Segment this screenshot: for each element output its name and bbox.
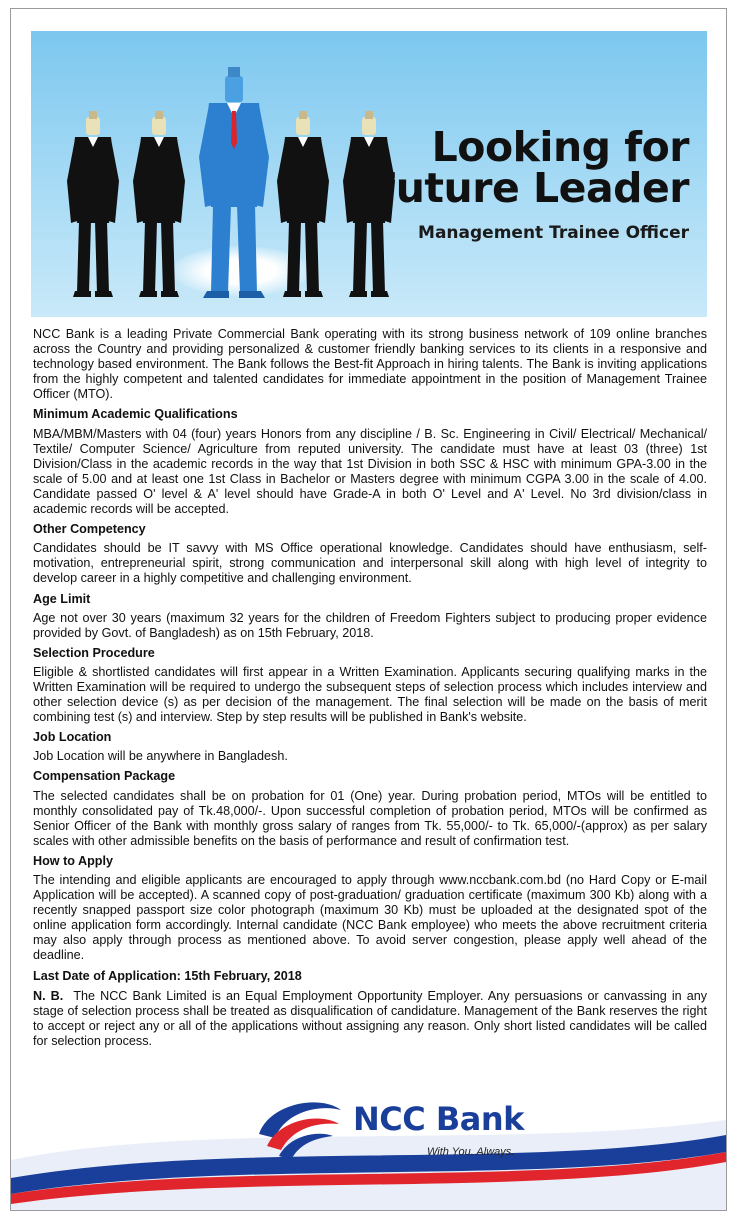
nb-text: The NCC Bank Limited is an Equal Employment Opportunity Employer. Any persuasions or canvassing in any stage of selection process shall be treated as disqualification of candidature. Management of the Bank reserves the right to accept or reject any or all of the applications without assigning any reason. Only short listed candidates will be called for selection process. [33,988,708,1048]
hero-banner [31,31,707,317]
nb-note [33,989,707,1049]
businessman-figure [133,111,185,297]
job-advertisement [10,8,727,1211]
headline-line-1: Looking for [431,123,689,171]
section-heading: Minimum Academic Qualifications [33,407,238,422]
businessman-figure [277,111,329,297]
intro-paragraph: NCC Bank is a leading Private Commercial Bank operating with its strong business network of 109 online branches across the Country and providing personalized & customer friendly banking services to its clients in a responsive and technology based environment. The Bank follows the Best-fit Approach in hiring talents. The Bank is inviting applications from the highly competent and talented candidates for immediate appointment in the position of Management Trainee Officer (MTO). [33,327,707,402]
section-body: Age not over 30 years (maximum 32 years for the children of Freedom Fighters subject to producing proper evidence provided by Govt. of Bangladesh) as on 15th February, 2018. [33,610,707,640]
leader-figure [199,67,269,298]
bank-name: NCC Bank [353,1100,524,1138]
section-heading: Job Location [33,730,112,745]
section-body: The intending and eligible applicants are encouraged to apply through www.nccbank.com.bd (no Hard Copy or E-mail Application will be accepted). A scanned copy of post-graduation/ graduation certificate (maximum 300 Kb) along with a recently snapped passport size color photograph (maximum 30 Kb) must be uploaded at the designated spot of the online application form accordingly. Internal candidate (NCC Bank employee) who meets the above recruitment criteria may also apply through process as mentioned above. To avoid server congestion, please apply well ahead of the deadline. [33,873,707,963]
section-heading: Age Limit [33,591,91,606]
section-heading: How to Apply [33,853,113,868]
section-heading: Other Competency [33,522,146,537]
ncc-bank-emblem-icon [249,1094,349,1164]
application-deadline: Last Date of Application: 15th February, 2018 [33,968,302,983]
nb-label: N. B. [33,988,64,1003]
headline-line-2: Future Leader [370,164,689,212]
section-body: Eligible & shortlisted candidates will first appear in a Written Examination. Applicants securing qualifying marks in the Written Examination will be required to undergo the subsequent steps of selection process which includes interview and other selection device (s) as per decision of the management. The final selection will be made on the basis of merit combining test (s) and interview. Step by step results will be published in Bank's website. [33,664,707,725]
section-body: MBA/MBM/Masters with 04 (four) years Honors from any discipline / B. Sc. Engineering in Civil/ Electrical/ Mechanical/ Textile/ Computer Science/ Agriculture from reputed university. The candidate must have at least 03 (three) 1st Division/Class in the academic records in the way that 1st Division in both SSC & HSC with minimum GPA-3.00 in the scale of 5.00 and at least one 1st Class in Bachelor or Masters degree with minimum CGPA 3.00 in the scale of 4.00. Candidate passed O' level & A' level should have Grade-A in both O' Level and A' Level. No 3rd division/class in academic records will be accepted. [33,426,707,517]
section-heading: Selection Procedure [33,645,155,660]
position-title: Management Trainee Officer [418,223,689,243]
section-body: The selected candidates shall be on probation for 01 (One) year. During probation period, MTOs will be entitled to monthly consolidated pay of Tk.48,000/-. Upon successful completion of probation period, MTOs will be confirmed as Senior Officer of the Bank with monthly gross salary of ranges from Tk. 55,000/- to Tk. 65,000/-(approx) as per salary scales with other admissible benefits on the basis of performance and result of confirmation test. [33,788,707,848]
advertisement-body [33,327,707,1054]
headline [370,123,689,243]
section-heading: Compensation Package [33,769,176,784]
section-body: Candidates should be IT savvy with MS Office operational knowledge. Candidates should have enthusiasm, self-motivation, entrepreneurial spirit, strong communication and interpersonal skill along with high level of integrity to develop career in a highly competitive and challenging environment. [33,541,707,586]
businessman-figure [67,111,119,297]
bank-tagline: With You. Always. [427,1146,515,1158]
ncc-bank-logo [249,1094,524,1174]
section-body: Job Location will be anywhere in Bangladesh. [33,749,288,764]
